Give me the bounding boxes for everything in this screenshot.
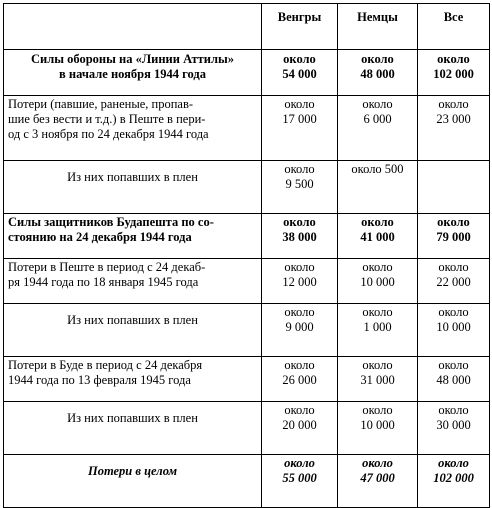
casualties-table: [3, 3, 490, 508]
cell-line: 6 000: [363, 112, 392, 126]
cell-hungarians: [262, 402, 338, 455]
cell-all: [418, 214, 490, 259]
cell-line: около: [362, 358, 393, 372]
cell-line: 17 000: [282, 112, 317, 126]
cell-line: около: [438, 260, 469, 274]
cell-line: 10 000: [360, 418, 395, 432]
cell-all: [418, 259, 490, 304]
label-line: в начале ноября 1944 года: [59, 67, 206, 81]
cell-hungarians: [262, 50, 338, 96]
cell-all: [418, 50, 490, 96]
cell-line: около: [361, 52, 394, 66]
cell-line: 1 000: [363, 320, 392, 334]
cell-line: около: [362, 403, 393, 417]
cell-line: 9 500: [285, 177, 314, 191]
cell-germans: [338, 259, 418, 304]
label-line: од с 3 ноября по 24 декабря 1944 года: [8, 127, 209, 141]
cell-line: около: [438, 456, 469, 470]
table-row: [4, 259, 490, 304]
cell-line: около: [438, 305, 469, 319]
label-line: Потери в Буде в период с 24 декабря: [8, 358, 203, 372]
cell-line: около: [438, 358, 469, 372]
cell-germans: [338, 357, 418, 402]
cell-line: около: [362, 260, 393, 274]
header-empty: [4, 4, 262, 50]
table-row: [4, 402, 490, 455]
cell-line: 30 000: [436, 418, 471, 432]
cell-line: около: [284, 305, 315, 319]
header-hungarians: Венгры: [262, 4, 338, 50]
table-row: [4, 161, 490, 214]
row-label: [4, 304, 262, 357]
cell-hungarians: [262, 214, 338, 259]
cell-line: 9 000: [285, 320, 314, 334]
label-line: Потери в целом: [87, 464, 178, 478]
cell-hungarians: [262, 96, 338, 161]
cell-line: 79 000: [436, 230, 471, 244]
cell-line: 38 000: [282, 230, 317, 244]
header-row: [4, 4, 490, 50]
cell-line: 10 000: [436, 320, 471, 334]
label-line: 1944 года по 13 февраля 1945 года: [8, 373, 191, 387]
cell-line: около: [361, 215, 394, 229]
cell-all: [418, 402, 490, 455]
row-label: [4, 161, 262, 214]
table-row-total: [4, 455, 490, 508]
cell-line: 102 000: [433, 471, 474, 485]
label-line: Силы обороны на «Линии Аттилы»: [31, 52, 234, 66]
label-line: Потери в Пеште в период с 24 декаб-: [8, 260, 206, 274]
cell-line: 12 000: [282, 275, 317, 289]
label-line: Силы защитников Будапешта по со-: [8, 215, 214, 229]
cell-line: около: [284, 260, 315, 274]
cell-line: около: [362, 305, 393, 319]
cell-all: [418, 357, 490, 402]
cell-line: 47 000: [360, 471, 395, 485]
cell-hungarians: [262, 357, 338, 402]
cell-line: 41 000: [360, 230, 395, 244]
label-line: ря 1944 года по 18 января 1945 года: [8, 275, 199, 289]
cell-line: 22 000: [436, 275, 471, 289]
table-row: [4, 304, 490, 357]
cell-line: 48 000: [436, 373, 471, 387]
cell-hungarians: [262, 304, 338, 357]
row-label: [4, 96, 262, 161]
cell-line: 31 000: [360, 373, 395, 387]
cell-line: 26 000: [282, 373, 317, 387]
cell-all: [418, 304, 490, 357]
cell-hungarians: [262, 161, 338, 214]
cell-line: около: [284, 162, 315, 176]
row-label: [4, 214, 262, 259]
cell-germans: [338, 161, 418, 214]
cell-germans: [338, 304, 418, 357]
cell-line: 23 000: [436, 112, 471, 126]
cell-line: около: [437, 52, 470, 66]
cell-line: около: [284, 403, 315, 417]
cell-line: около: [362, 97, 393, 111]
cell-hungarians: [262, 455, 338, 508]
cell-germans: [338, 50, 418, 96]
table-row: [4, 357, 490, 402]
cell-all: [418, 161, 490, 214]
header-all: Все: [418, 4, 490, 50]
cell-line: 48 000: [360, 67, 395, 81]
header-germans: Немцы: [338, 4, 418, 50]
cell-germans: [338, 455, 418, 508]
label-line: Из них попавших в плен: [67, 411, 198, 425]
cell-line: около: [284, 97, 315, 111]
table-row: [4, 50, 490, 96]
cell-hungarians: [262, 259, 338, 304]
row-label: [4, 455, 262, 508]
label-line: Из них попавших в плен: [67, 170, 198, 184]
cell-line: около: [284, 358, 315, 372]
row-label: [4, 357, 262, 402]
cell-germans: [338, 96, 418, 161]
row-label: [4, 50, 262, 96]
cell-line: около 500: [351, 162, 404, 176]
cell-line: 10 000: [360, 275, 395, 289]
label-line: Из них попавших в плен: [67, 313, 198, 327]
cell-line: около: [438, 97, 469, 111]
label-line: шие без вести и т.д.) в Пеште в пери-: [8, 112, 206, 126]
cell-line: около: [283, 215, 316, 229]
row-label: [4, 402, 262, 455]
cell-line: около: [283, 52, 316, 66]
cell-line: около: [362, 456, 393, 470]
label-line: Потери (павшие, раненые, пропав-: [8, 97, 194, 111]
label-line: стоянию на 24 декабря 1944 года: [8, 230, 192, 244]
cell-all: [418, 455, 490, 508]
cell-line: 20 000: [282, 418, 317, 432]
cell-line: около: [438, 403, 469, 417]
cell-germans: [338, 402, 418, 455]
row-label: [4, 259, 262, 304]
cell-line: около: [437, 215, 470, 229]
table-row: [4, 214, 490, 259]
cell-line: 54 000: [282, 67, 317, 81]
cell-line: 102 000: [433, 67, 474, 81]
cell-germans: [338, 214, 418, 259]
cell-line: 55 000: [282, 471, 317, 485]
table-row: [4, 96, 490, 161]
cell-line: около: [284, 456, 315, 470]
cell-all: [418, 96, 490, 161]
